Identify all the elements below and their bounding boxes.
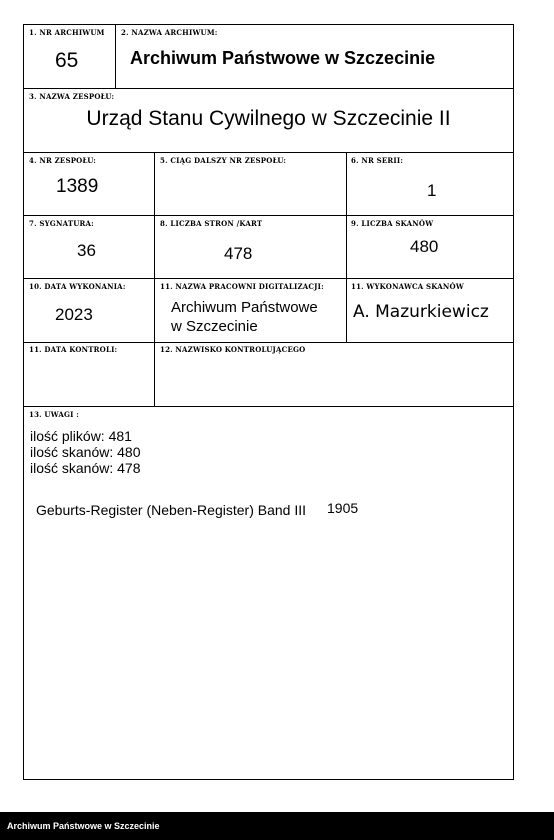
- row-divider: [24, 406, 513, 407]
- value-liczba-stron: 478: [224, 244, 253, 263]
- value-pracownia-line1: Archiwum Państwowe: [171, 299, 318, 316]
- value-nr-archiwum: 65: [55, 49, 79, 72]
- label-uwagi: 13. UWAGI :: [29, 410, 80, 419]
- row-divider: [24, 152, 513, 153]
- label-data-wykonania: 10. DATA WYKONANIA:: [29, 282, 126, 291]
- label-nazwisko-kontrolujacego: 12. NAZWISKO KONTROLUJĄCEGO: [160, 345, 306, 354]
- value-nr-zespolu: 1389: [56, 176, 99, 197]
- label-nazwa-zespolu: 3. NAZWA ZESPOŁU:: [29, 92, 115, 101]
- row-divider: [24, 215, 513, 216]
- value-liczba-skanow: 480: [410, 237, 439, 256]
- column-divider: [346, 152, 347, 342]
- label-nr-archiwum: 1. NR ARCHIWUM: [29, 28, 105, 37]
- row-divider: [24, 88, 513, 89]
- value-pracownia-line2: w Szczecinie: [171, 318, 258, 335]
- value-nazwa-zespolu: Urząd Stanu Cywilnego w Szczecinie II: [86, 107, 451, 130]
- column-divider: [154, 152, 155, 406]
- label-ciag-dalszy: 5. CIĄG DALSZY NR ZESPOŁU:: [160, 156, 287, 165]
- value-data-wykonania: 2023: [55, 305, 93, 324]
- label-nr-zespolu: 4. NR ZESPOŁU:: [29, 156, 97, 165]
- value-wykonawca: A. Mazurkiewicz: [353, 302, 489, 322]
- row-divider: [24, 342, 513, 343]
- label-data-kontroli: 11. DATA KONTROLI:: [29, 345, 118, 354]
- label-nazwa-pracowni: 11. NAZWA PRACOWNI DIGITALIZACJI:: [160, 282, 324, 291]
- label-wykonawca: 11. WYKONAWCA SKANÓW: [351, 282, 464, 291]
- label-nazwa-archiwum: 2. NAZWA ARCHIWUM:: [121, 28, 218, 37]
- uwagi-register-year: 1905: [327, 500, 359, 516]
- uwagi-line: ilość plików: 481: [30, 428, 132, 444]
- label-nr-serii: 6. NR SERII:: [351, 156, 404, 165]
- column-divider: [115, 25, 116, 88]
- label-sygnatura: 7. SYGNATURA:: [29, 219, 94, 228]
- uwagi-register-title: Geburts-Register (Neben-Register) Band III: [36, 502, 306, 518]
- archive-record-card: [23, 24, 514, 780]
- label-liczba-skanow: 9. LICZBA SKANÓW: [351, 219, 434, 228]
- label-liczba-stron: 8. LICZBA STRON /KART: [160, 219, 263, 228]
- row-divider: [24, 278, 513, 279]
- uwagi-line: ilość skanów: 478: [30, 460, 141, 476]
- value-nazwa-archiwum: Archiwum Państwowe w Szczecinie: [130, 48, 436, 68]
- uwagi-line: ilość skanów: 480: [30, 444, 141, 460]
- footer-text: Archiwum Państwowe w Szczecinie: [7, 821, 160, 831]
- value-sygnatura: 36: [77, 241, 96, 260]
- value-nr-serii: 1: [427, 181, 437, 200]
- footer-bar: [0, 812, 554, 840]
